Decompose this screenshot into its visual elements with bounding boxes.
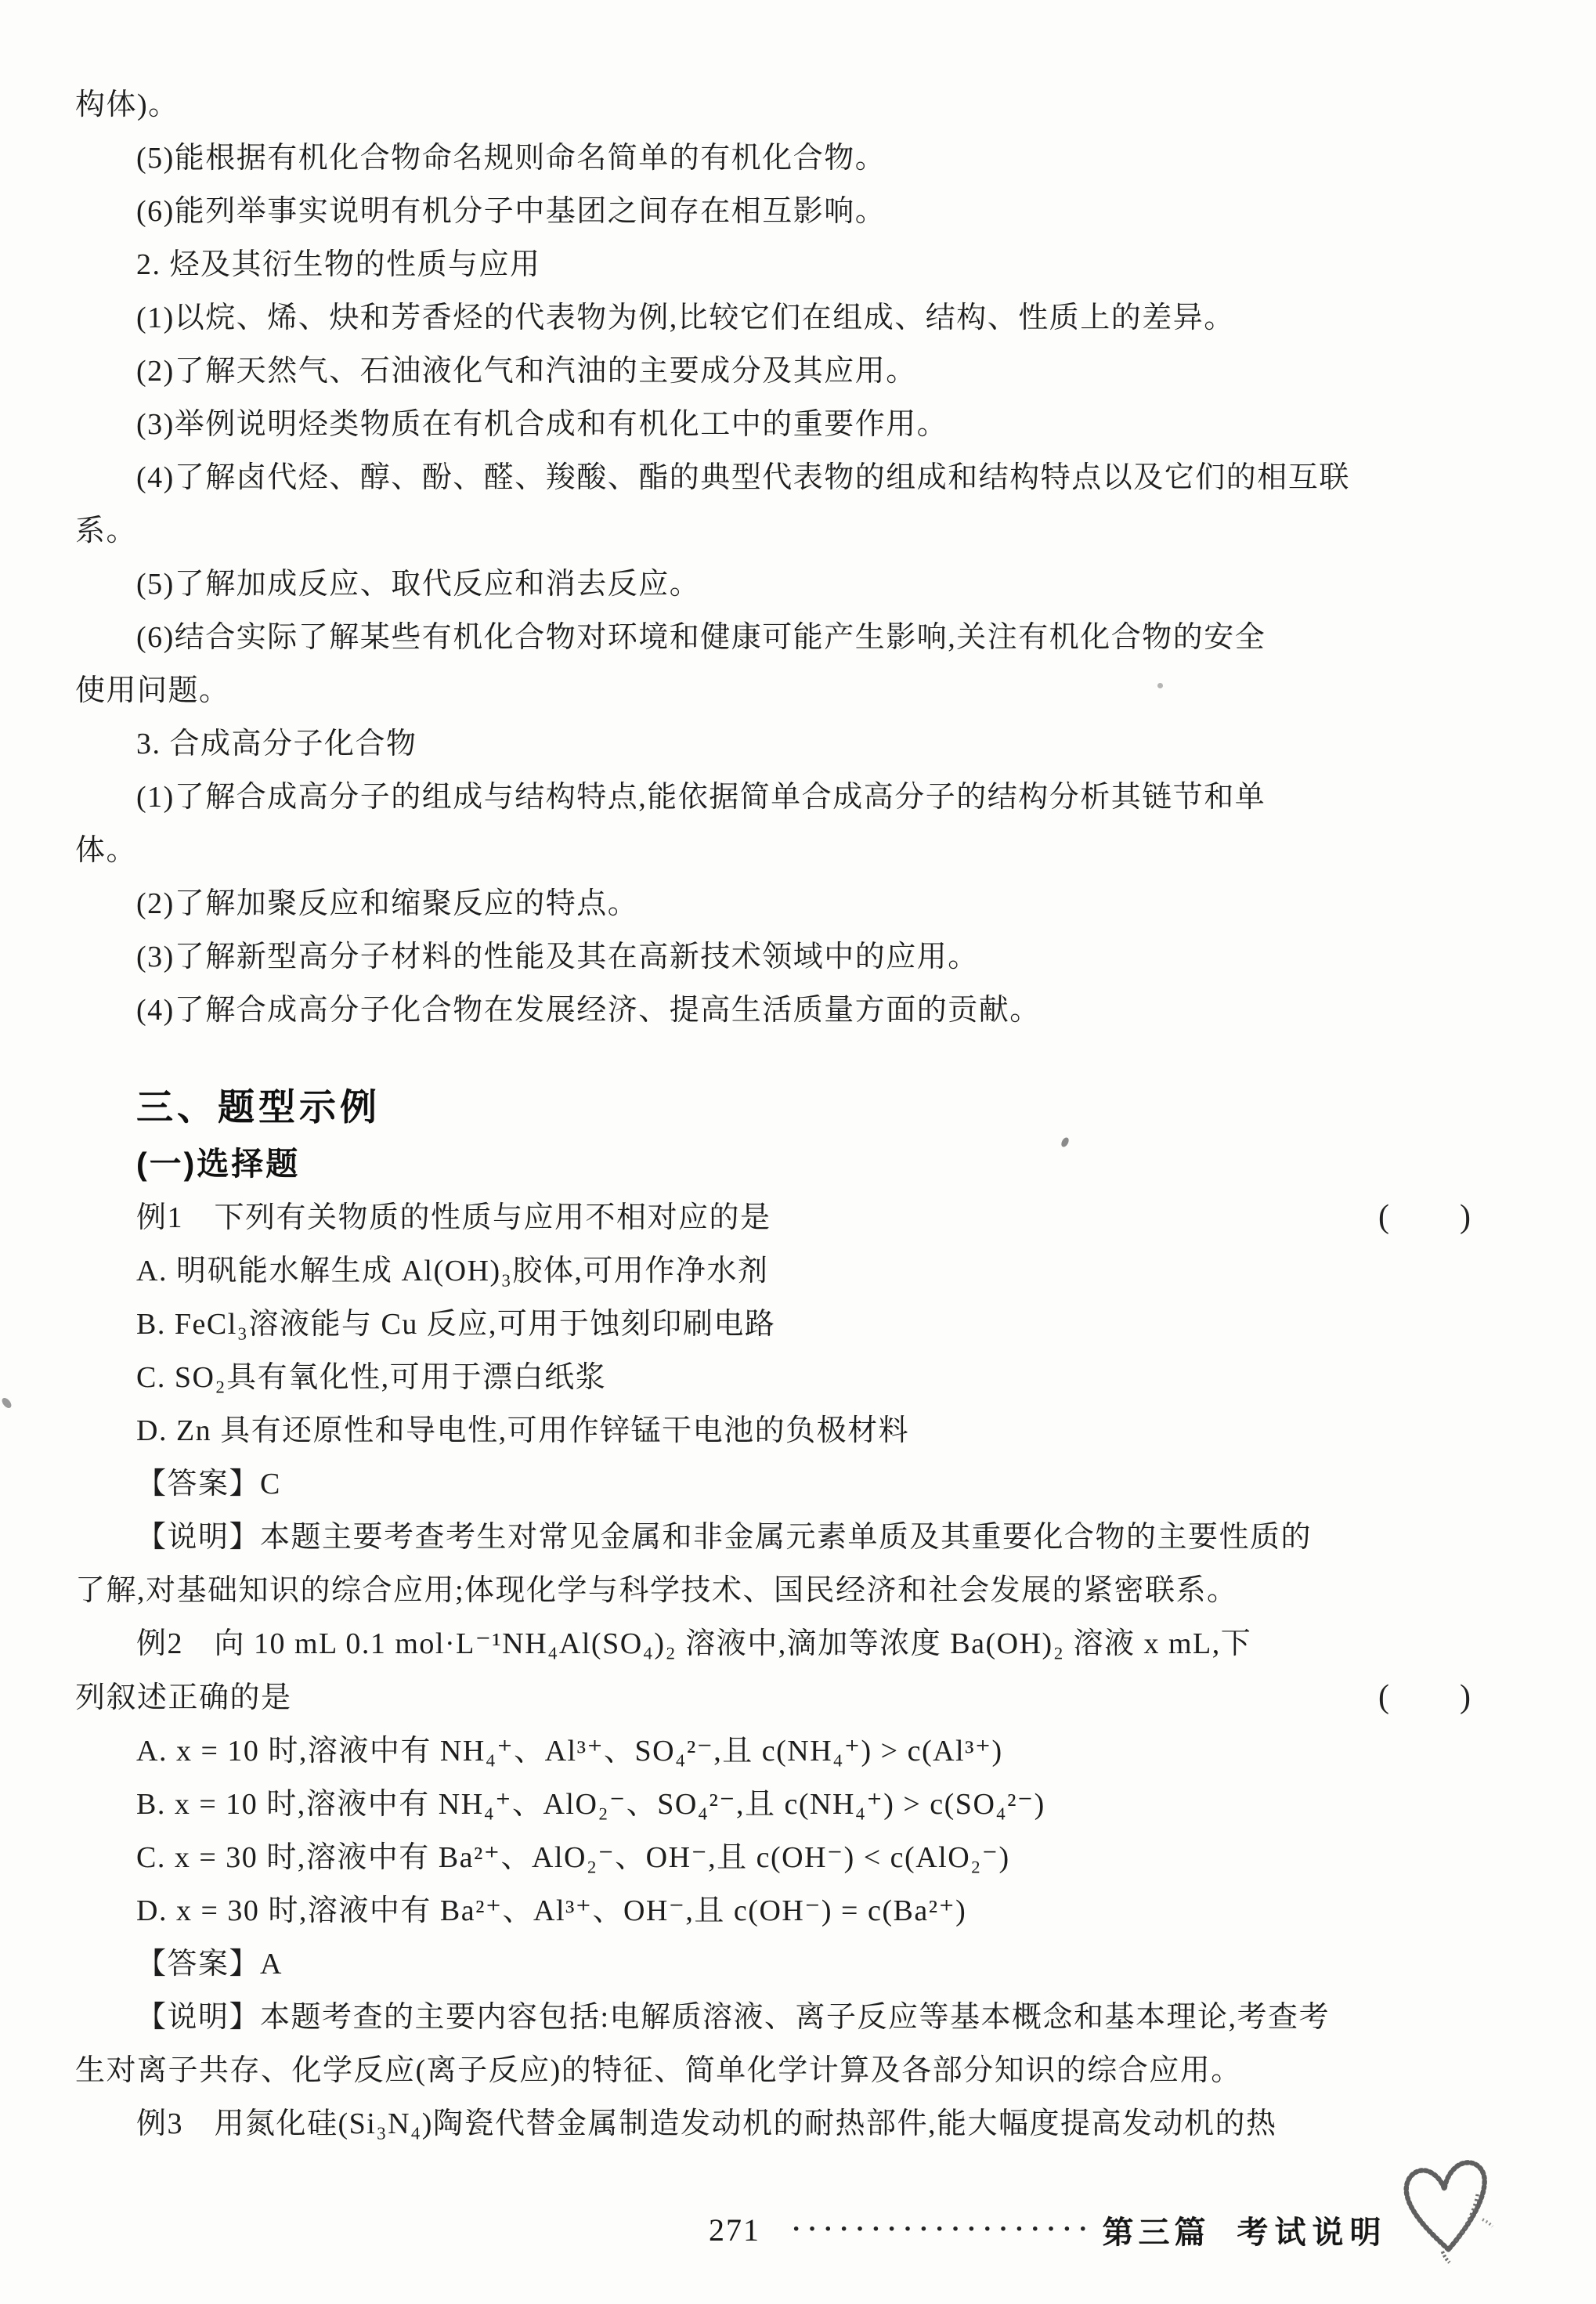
- answer-bracket: ( ): [1378, 1679, 1472, 1715]
- note-line: 【说明】本题主要考查考生对常见金属和非金属元素单质及其重要化合物的主要性质的: [136, 1521, 1313, 1554]
- text-line: (2)了解天然气、石油液化气和汽油的主要成分及其应用。: [136, 355, 917, 388]
- text-line: 构体)。: [75, 88, 179, 121]
- example1-stem-row: [75, 1190, 1518, 1244]
- option-b: B. FeCl₃溶液能与 Cu 反应,可用于蚀刻印刷电路: [136, 1308, 776, 1341]
- option-b: B. x = 10 时,溶液中有 NH₄⁺、AlO₂⁻、SO₄²⁻,且 c(NH₄⁺) > c(SO₄²⁻): [136, 1788, 1045, 1821]
- ink-speck: [0, 1396, 13, 1410]
- example2-stem-continuation: 列叙述正确的是: [75, 1681, 292, 1714]
- page-number: 271: [709, 2212, 760, 2248]
- page-footer: [0, 2194, 1596, 2288]
- note-line: 生对离子共存、化学反应(离子反应)的特征、简单化学计算及各部分知识的综合应用。: [75, 2054, 1242, 2087]
- dotted-leader: ···················: [792, 2215, 1095, 2244]
- text-line: (1)了解合成高分子的组成与结构特点,能依据简单合成高分子的结构分析其链节和单: [136, 781, 1266, 814]
- option-d: D. x = 30 时,溶液中有 Ba²⁺、Al³⁺、OH⁻,且 c(OH⁻) = c(Ba²⁺): [136, 1894, 967, 1927]
- footer-section-label: 第三篇: [1102, 2214, 1211, 2250]
- text-line: 系。: [75, 515, 138, 547]
- list-heading: 3. 合成高分子化合物: [136, 728, 417, 760]
- option-c: C. x = 30 时,溶液中有 Ba²⁺、AlO₂⁻、OH⁻,且 c(OH⁻) < c(AlO₂⁻): [136, 1841, 1010, 1874]
- note-line: 了解,对基础知识的综合应用;体现化学与科学技术、国民经济和社会发展的紧密联系。: [75, 1574, 1238, 1607]
- footer-row: [709, 2194, 1596, 2265]
- text-line: (6)能列举事实说明有机分子中基团之间存在相互影响。: [136, 195, 886, 228]
- option-a: A. 明矾能水解生成 Al(OH)₃胶体,可用作净水剂: [136, 1255, 769, 1287]
- text-line: 体。: [75, 834, 138, 867]
- section-heading: 三、题型示例: [136, 1086, 381, 1128]
- example1-stem: 例1 下列有关物质的性质与应用不相对应的是: [136, 1201, 771, 1234]
- text-line: (3)举例说明烃类物质在有机合成和有机化工中的重要作用。: [136, 408, 948, 441]
- example1-block: [75, 1190, 1518, 1617]
- text-line: (2)了解加聚反应和缩聚反应的特点。: [136, 887, 639, 920]
- example2-block: [75, 1617, 1518, 2097]
- text-line: (5)能根据有机化合物命名规则命名简单的有机化合物。: [136, 142, 886, 175]
- text-line: (3)了解新型高分子材料的性能及其在高新技术领域中的应用。: [136, 941, 979, 973]
- option-a: A. x = 10 时,溶液中有 NH₄⁺、Al³⁺、SO₄²⁻,且 c(NH₄⁺) > c(Al³⁺): [136, 1735, 1003, 1768]
- text-line: 使用问题。: [75, 674, 230, 707]
- requirements-section: [75, 78, 1518, 1037]
- note-line: 【说明】本题考查的主要内容包括:电解质溶液、离子反应等基本概念和基本理论,考查考: [136, 2001, 1331, 2034]
- text-line: (4)了解合成高分子化合物在发展经济、提高生活质量方面的贡献。: [136, 994, 1041, 1027]
- example2-stem-row2: [75, 1670, 1518, 1724]
- answer-line: 【答案】A: [136, 1948, 283, 1981]
- example2-stem: 例2 向 10 mL 0.1 mol·L⁻¹NH₄Al(SO₄)₂ 溶液中,滴加等浓度 Ba(OH)₂ 溶液 x mL,下: [136, 1627, 1252, 1660]
- answer-bracket: ( ): [1378, 1199, 1472, 1235]
- example3-block: [75, 2097, 1518, 2151]
- example3-stem: 例3 用氮化硅(Si₃N₄)陶瓷代替金属制造发动机的耐热部件,能大幅度提高发动机的热: [136, 2107, 1277, 2140]
- text-line: (1)以烷、烯、炔和芳香烃的代表物为例,比较它们在组成、结构、性质上的差异。: [136, 302, 1235, 334]
- option-c: C. SO₂具有氧化性,可用于漂白纸浆: [136, 1361, 607, 1394]
- heart-doodle-icon: [1396, 2149, 1497, 2265]
- list-heading: 2. 烃及其衍生物的性质与应用: [136, 248, 541, 281]
- footer-section-title: 考试说明: [1237, 2214, 1388, 2250]
- text-line: (4)了解卤代烃、醇、酚、醛、羧酸、酯的典型代表物的组成和结构特点以及它们的相互联: [136, 461, 1350, 494]
- ink-speck: [1157, 683, 1163, 688]
- option-d: D. Zn 具有还原性和导电性,可用作锌锰干电池的负极材料: [136, 1414, 910, 1447]
- subsection-heading: (一)选择题: [136, 1146, 301, 1182]
- text-line: (6)结合实际了解某些有机化合物对环境和健康可能产生影响,关注有机化合物的安全: [136, 621, 1266, 654]
- answer-line: 【答案】C: [136, 1468, 281, 1500]
- text-line: (5)了解加成反应、取代反应和消去反应。: [136, 568, 701, 601]
